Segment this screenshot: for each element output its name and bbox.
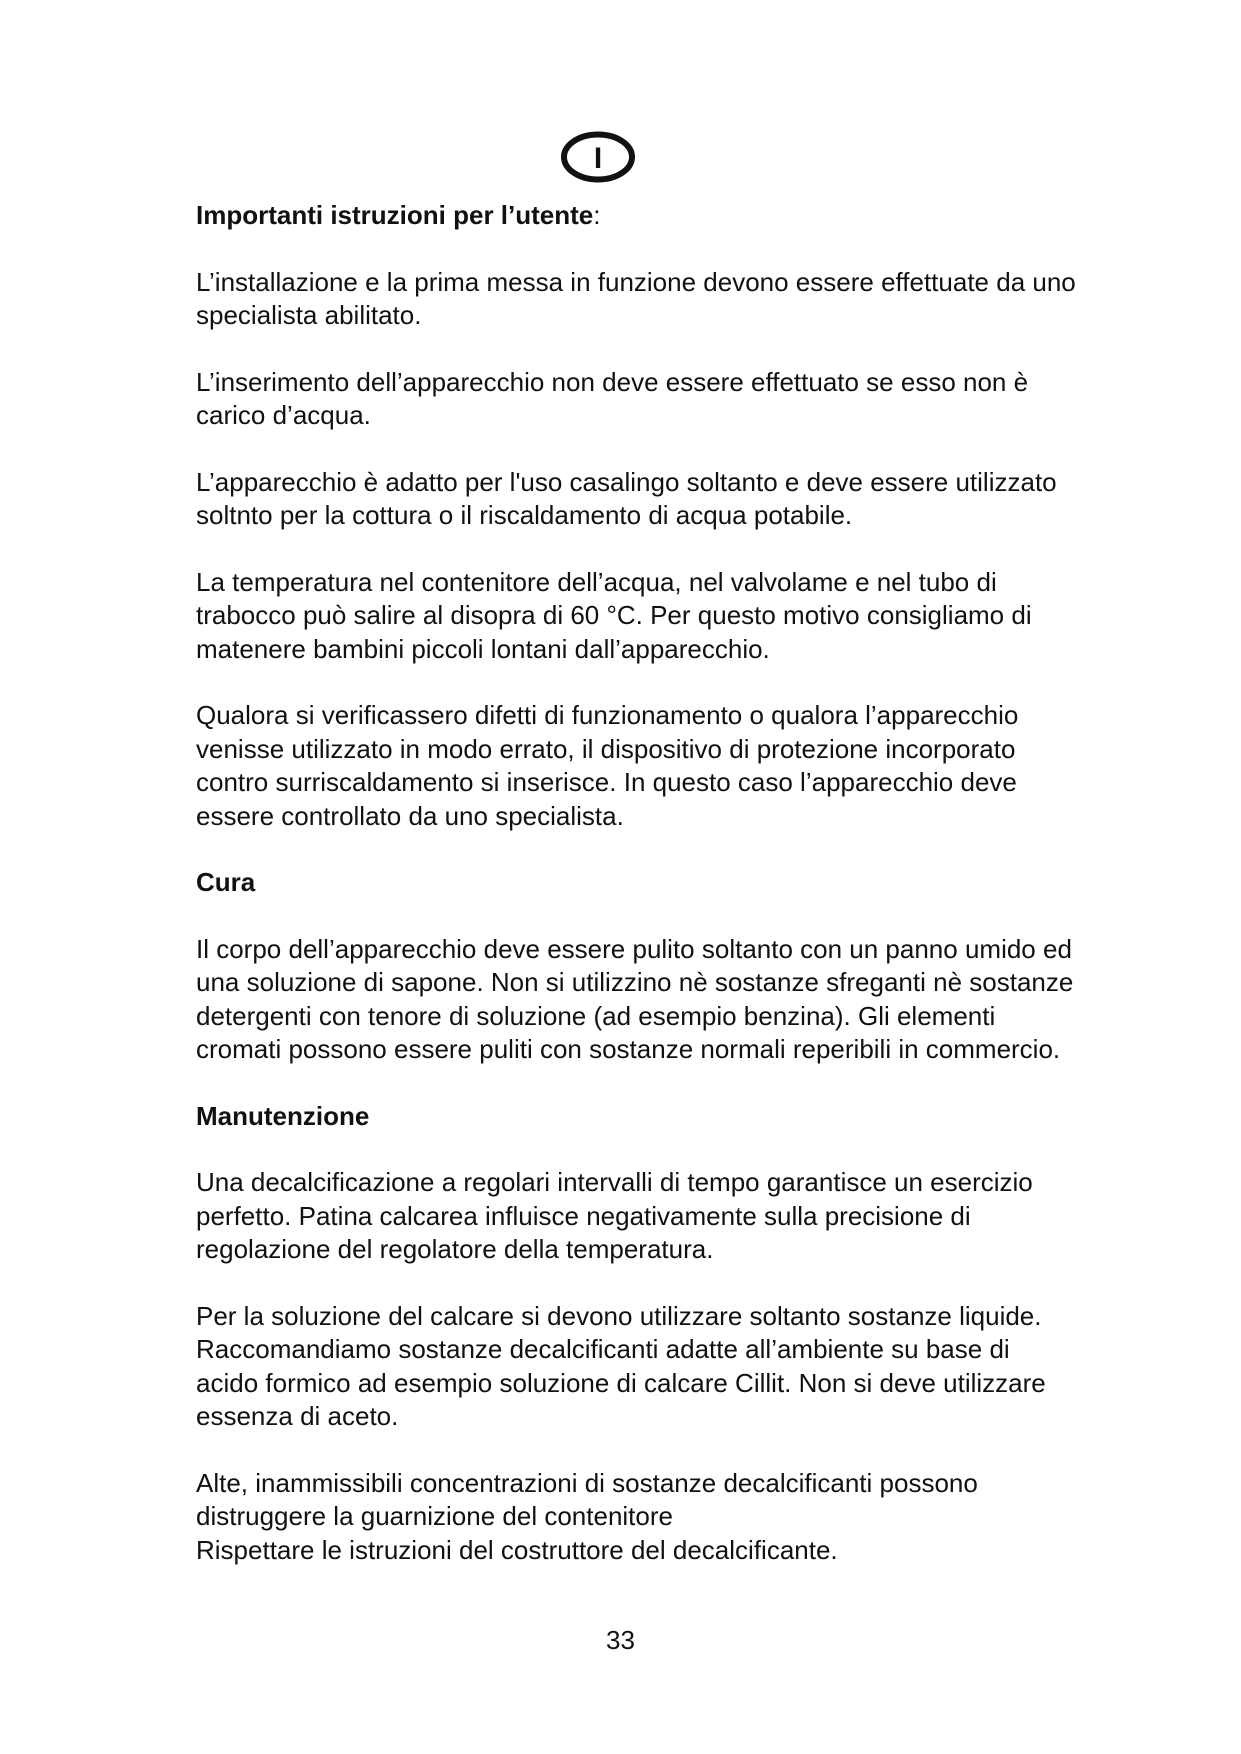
decalcification-paragraph: Una decalcificazione a regolari intervalli di tempo garantisce un esercizio perfetto. Patina calcarea influisce negativamente sulla precisione di regolazione del regolatore della temperatura. — [196, 1167, 1033, 1264]
water-required-paragraph: L’inserimento dell’apparecchio non deve essere effettuato se esso non è carico d’acqua. — [196, 366, 1029, 430]
page-heading — [196, 199, 1076, 233]
country-code-oval-icon — [561, 131, 635, 183]
manutenzione-heading: Manutenzione — [196, 1100, 370, 1131]
descaling-agents-paragraph: Per la soluzione del calcare si devono utilizzare soltanto sostanze liquide. Raccomandiamo sostanze decalcificanti adatte all’ambiente su base di acido formico ad esempio soluzione di calcare Cillit. Non si deve utilizzare essenza di aceto. — [196, 1300, 1046, 1431]
country-code-letter: I — [593, 142, 603, 175]
overheat-protection-paragraph: Qualora si verificassero difetti di funzionamento o qualora l’apparecchio venisse utilizzato in modo errato, il dispositivo di protezione incorporato contro surriscaldamento si inserisce. In questo caso l’apparecchio deve essere controllato da uno specialista. — [196, 700, 1019, 831]
cura-paragraph: Il corpo dell’apparecchio deve essere pulito soltanto con un panno umido ed una soluzione di sapone. Non si utilizzino nè sostanze sfreganti nè sostanze detergenti con tenore di soluzione (ad esempio benzina). Gli elementi cromati possono essere puliti con sostanze normali reperibili in commercio. — [196, 933, 1074, 1064]
instructions-content — [196, 199, 1076, 1600]
installation-paragraph: L’installazione e la prima messa in funzione devono essere effettuate da uno specialista abilitato. — [196, 266, 1076, 330]
concentration-warning-paragraph — [196, 1467, 1076, 1568]
household-use-paragraph: L’apparecchio è adatto per l'uso casalingo soltanto e deve essere utilizzato soltnto per la cottura o il riscaldamento di acqua potabile. — [196, 466, 1057, 530]
cura-heading: Cura — [196, 867, 256, 897]
temperature-warning-paragraph: La temperatura nel contenitore dell’acqua, nel valvolame e nel tubo di trabocco può salire al disopra di 60 °C. Per questo motivo consigliamo di matenere bambini piccoli lontani dall’apparecchio. — [196, 566, 1032, 664]
concentration-warning-line: Alte, inammissibili concentrazioni di sostanze decalcificanti possono distruggere la guarnizione del contenitore — [196, 1467, 978, 1531]
page-heading-text: Importanti istruzioni per l’utente — [196, 200, 594, 230]
page-number: 33 — [606, 1625, 635, 1655]
page-heading-colon: : — [593, 200, 601, 230]
manufacturer-instructions-line: Rispettare le istruzioni del costruttore del decalcificante. — [196, 1534, 838, 1565]
